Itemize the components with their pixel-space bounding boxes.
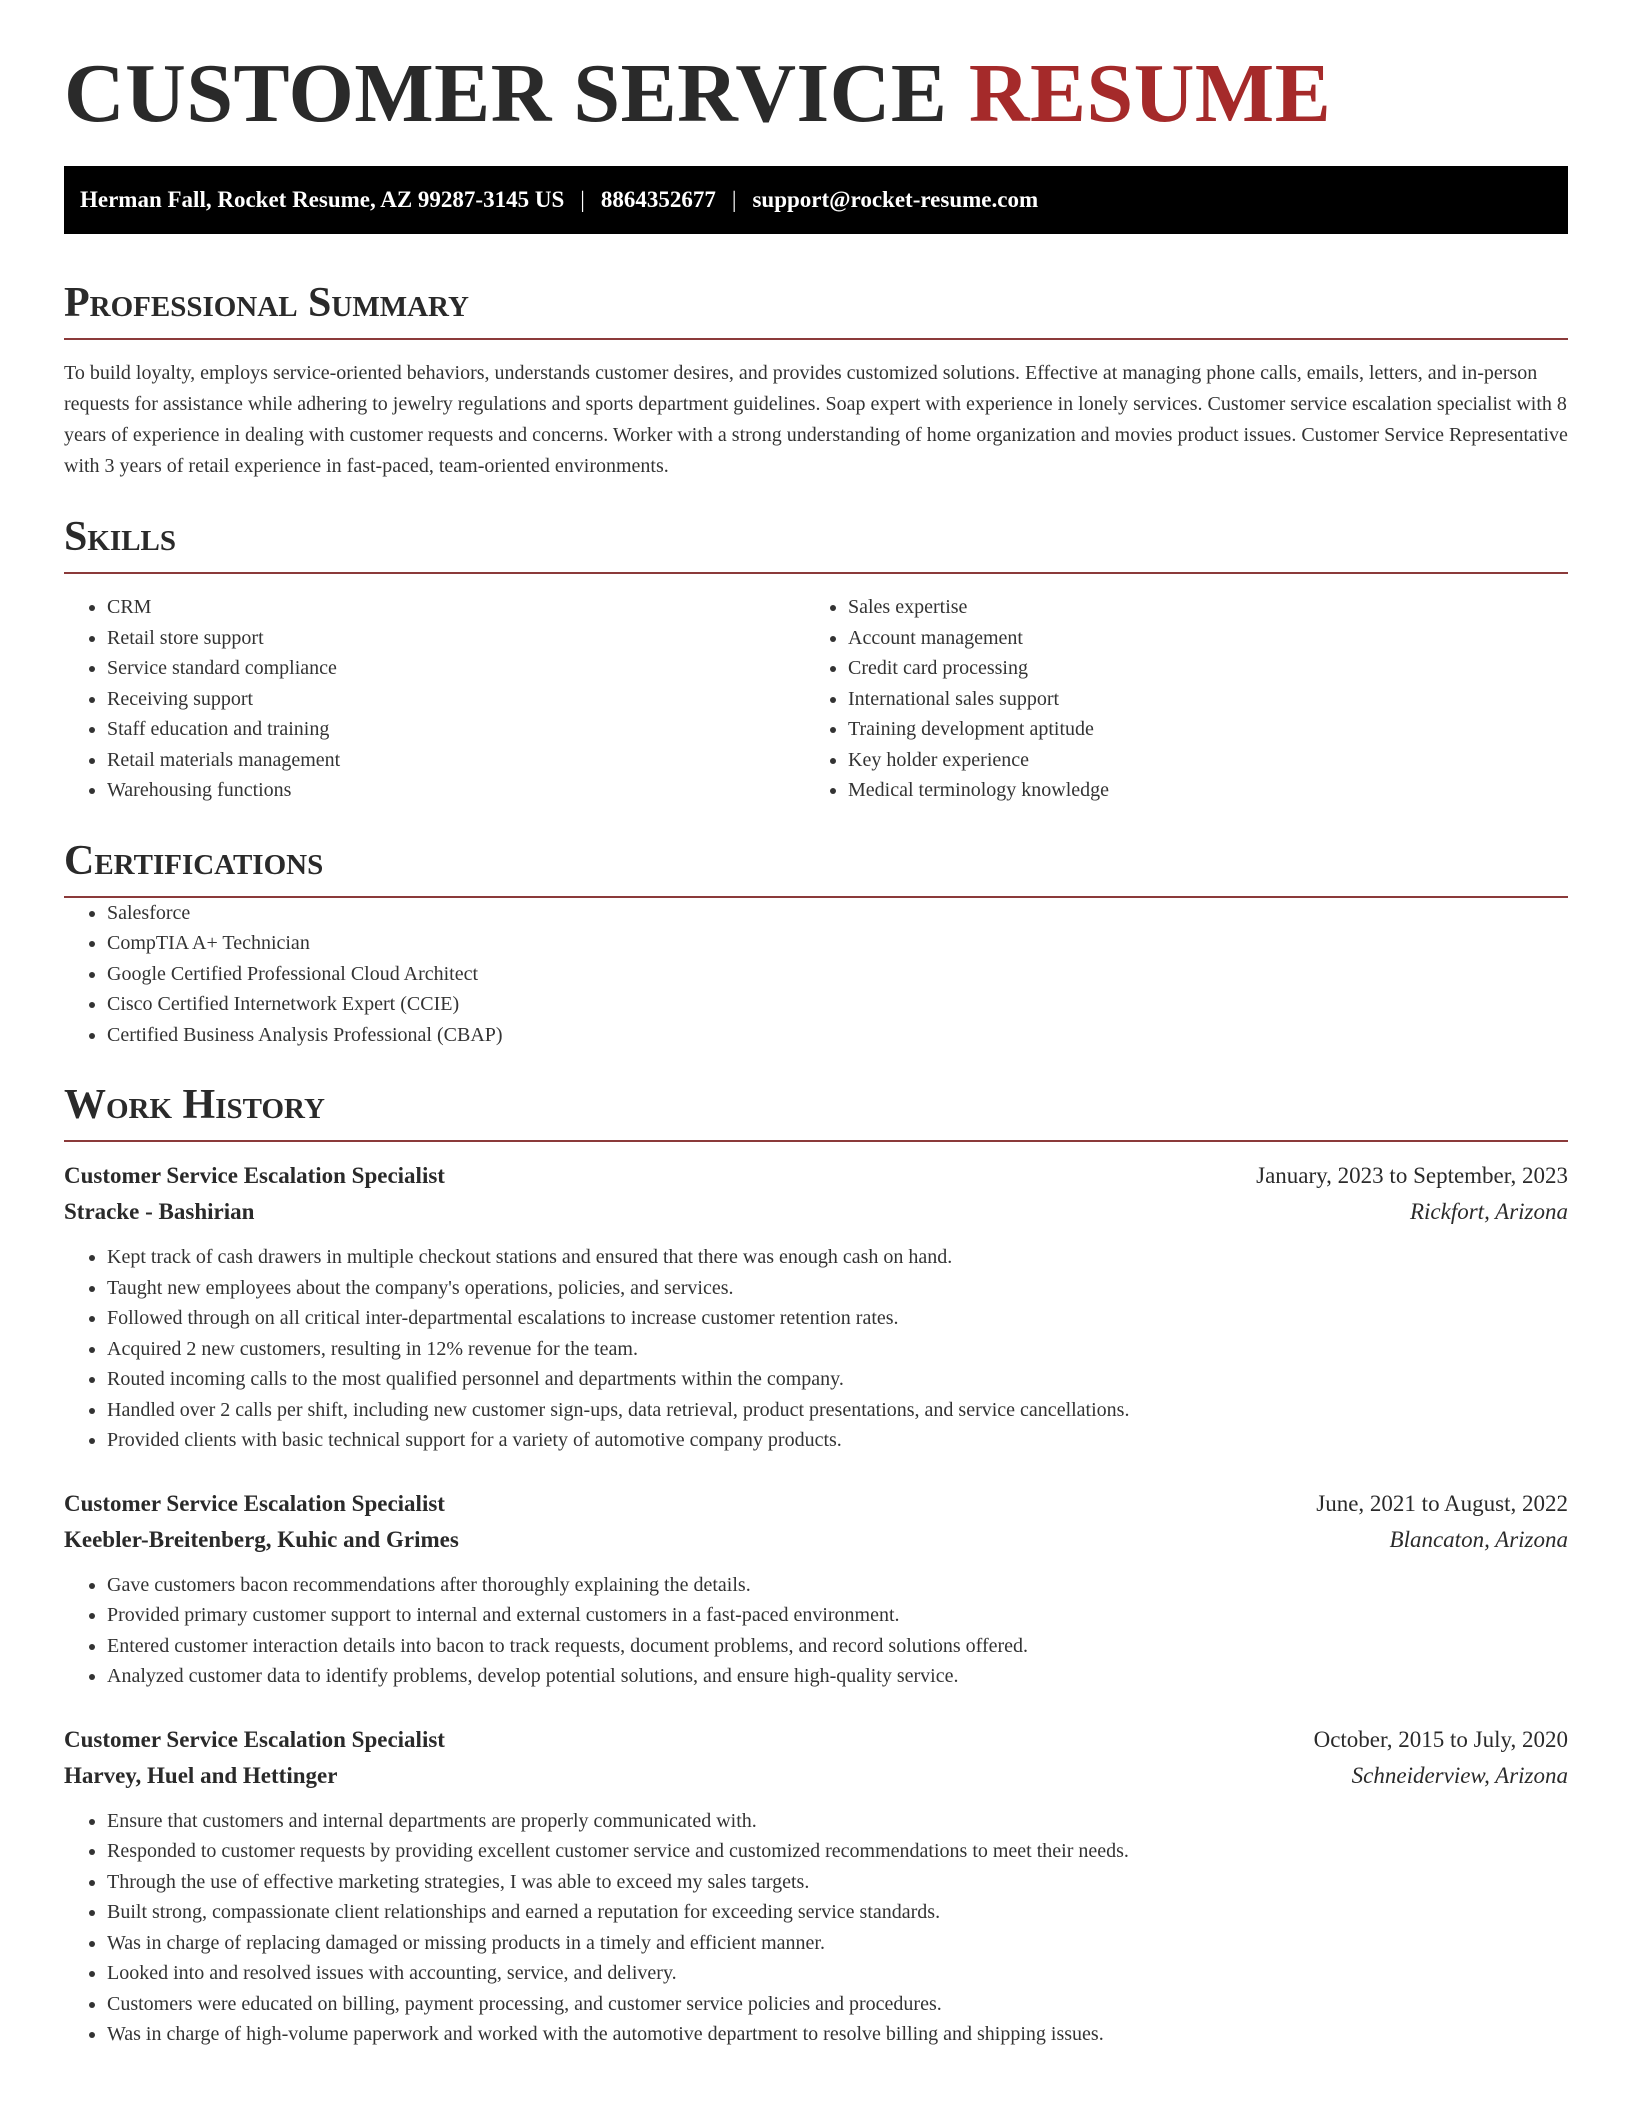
job-subheader-row bbox=[64, 1194, 1568, 1230]
job-bullet: • Provided primary customer support to internal and external customers in a fast-paced environment. bbox=[107, 1600, 1568, 1631]
work-history-section bbox=[64, 1084, 1568, 2050]
skill-item: • Warehousing functions bbox=[107, 775, 816, 806]
skills-list-left bbox=[64, 592, 816, 806]
job-bullets bbox=[64, 1570, 1568, 1692]
certification-item: • Google Certified Professional Cloud Architect bbox=[107, 959, 1568, 990]
job-bullet: • Routed incoming calls to the most qualified personnel and departments within the company. bbox=[107, 1364, 1568, 1395]
job-dates: June, 2021 to August, 2022 bbox=[1316, 1490, 1568, 1516]
skills-list-right bbox=[816, 592, 1568, 806]
job-dates: October, 2015 to July, 2020 bbox=[1313, 1726, 1568, 1752]
contact-separator: | bbox=[580, 187, 585, 212]
section-heading-certifications: Certifications bbox=[64, 840, 1568, 898]
job-bullet: • Customers were educated on billing, payment processing, and customer service policies and procedures. bbox=[107, 1989, 1568, 2020]
certifications-list bbox=[64, 898, 1568, 1051]
job-title: Customer Service Escalation Specialist bbox=[64, 1163, 445, 1188]
job-bullet: • Handled over 2 calls per shift, including new customer sign-ups, data retrieval, product presentations, and service cancellations. bbox=[107, 1395, 1568, 1426]
certification-item: • Certified Business Analysis Professional (CBAP) bbox=[107, 1020, 1568, 1051]
job-bullet: • Entered customer interaction details into bacon to track requests, document problems, and record solutions offered. bbox=[107, 1631, 1568, 1662]
skill-item: • Training development aptitude bbox=[848, 714, 1568, 745]
skill-item: • Credit card processing bbox=[848, 653, 1568, 684]
contact-address: Herman Fall, Rocket Resume, AZ 99287-3145 US bbox=[80, 187, 565, 212]
job-bullet: • Provided clients with basic technical support for a variety of automotive company products. bbox=[107, 1425, 1568, 1456]
skill-item: • Sales expertise bbox=[848, 592, 1568, 623]
job-bullet: • Kept track of cash drawers in multiple checkout stations and ensured that there was enough cash on hand. bbox=[107, 1242, 1568, 1273]
contact-separator: | bbox=[731, 187, 737, 212]
certification-item: • Salesforce bbox=[107, 898, 1568, 929]
professional-summary-section bbox=[64, 282, 1568, 482]
skill-item: • Receiving support bbox=[107, 684, 816, 715]
job-subheader-row bbox=[64, 1758, 1568, 1794]
skill-item: • Service standard compliance bbox=[107, 653, 816, 684]
job-title: Customer Service Escalation Specialist bbox=[64, 1726, 445, 1752]
skill-item: • Retail store support bbox=[107, 623, 816, 654]
job-dates: January, 2023 to September, 2023 bbox=[1256, 1163, 1568, 1188]
section-heading-work-history: Work History bbox=[64, 1084, 1568, 1142]
job-entry bbox=[64, 1486, 1568, 1692]
skills-column-right bbox=[816, 592, 1568, 806]
job-bullet: • Was in charge of high-volume paperwork and worked with the automotive department to resolve billing and shipping issues. bbox=[107, 2019, 1568, 2050]
job-bullet: • Analyzed customer data to identify problems, develop potential solutions, and ensure high-quality service. bbox=[107, 1661, 1568, 1692]
job-location: Rickfort, Arizona bbox=[1409, 1199, 1568, 1224]
skills-column-left bbox=[64, 592, 816, 806]
job-bullet: • Followed through on all critical inter-departmental escalations to increase customer retention rates. bbox=[107, 1303, 1568, 1334]
job-bullet: • Responded to customer requests by providing excellent customer service and customized recommendations to meet their needs. bbox=[107, 1836, 1568, 1867]
job-bullet: • Acquired 2 new customers, resulting in 12% revenue for the team. bbox=[107, 1334, 1568, 1365]
job-bullet: • Built strong, compassionate client relationships and earned a reputation for exceeding service standards. bbox=[107, 1897, 1568, 1928]
job-bullet: • Gave customers bacon recommendations after thoroughly explaining the details. bbox=[107, 1570, 1568, 1601]
job-entry bbox=[64, 1722, 1568, 2050]
job-company: Keebler-Breitenberg, Kuhic and Grimes bbox=[64, 1526, 459, 1552]
section-heading-summary: Professional Summary bbox=[64, 282, 1568, 340]
title-accent: RESUME bbox=[968, 47, 1332, 140]
job-bullet: • Taught new employees about the company's operations, policies, and services. bbox=[107, 1273, 1568, 1304]
job-bullet: • Ensure that customers and internal departments are properly communicated with. bbox=[107, 1806, 1568, 1837]
job-header-row bbox=[64, 1158, 1568, 1194]
job-company: Stracke - Bashirian bbox=[64, 1199, 255, 1224]
certification-item: • CompTIA A+ Technician bbox=[107, 928, 1568, 959]
skill-item: • Medical terminology knowledge bbox=[848, 775, 1568, 806]
job-bullet: • Through the use of effective marketing strategies, I was able to exceed my sales targets. bbox=[107, 1867, 1568, 1898]
section-heading-skills: Skills bbox=[64, 516, 1568, 574]
summary-text: To build loyalty, employs service-oriented behaviors, understands customer desires, and provides customized solutions. Effective at managing phone calls, emails, letters, and in-person requests for assistance while adhering to jewelry regulations and sports department guidelines. Soap expert with experience in lonely services. Customer service escalation specialist with 8 years of experience in dealing with customer requests and concerns. Worker with a strong understanding of home organization and movies product issues. Customer Service Representative with 3 years of retail experience in fast-paced, team-oriented environments. bbox=[64, 362, 1568, 477]
skill-item: • CRM bbox=[107, 592, 816, 623]
job-location: Schneiderview, Arizona bbox=[1351, 1762, 1568, 1788]
job-location: Blancaton, Arizona bbox=[1389, 1526, 1568, 1552]
skill-item: • International sales support bbox=[848, 684, 1568, 715]
job-company: Harvey, Huel and Hettinger bbox=[64, 1762, 338, 1788]
job-bullet: • Was in charge of replacing damaged or missing products in a timely and efficient manner. bbox=[107, 1928, 1568, 1959]
job-bullet: • Looked into and resolved issues with accounting, service, and delivery. bbox=[107, 1958, 1568, 1989]
job-entry bbox=[64, 1158, 1568, 1456]
skills-grid bbox=[64, 592, 1568, 806]
skill-item: • Account management bbox=[848, 623, 1568, 654]
job-bullets bbox=[64, 1806, 1568, 2050]
job-header-row bbox=[64, 1722, 1568, 1758]
contact-phone[interactable]: 8864352677 bbox=[600, 187, 716, 212]
skill-item: • Staff education and training bbox=[107, 714, 816, 745]
job-bullets bbox=[64, 1242, 1568, 1456]
resume-title bbox=[64, 0, 1568, 140]
contact-bar bbox=[64, 166, 1568, 234]
certification-item: • Cisco Certified Internetwork Expert (CCIE) bbox=[107, 989, 1568, 1020]
contact-email[interactable]: support@rocket-resume.com bbox=[752, 187, 1039, 212]
job-subheader-row bbox=[64, 1522, 1568, 1558]
job-title: Customer Service Escalation Specialist bbox=[64, 1490, 445, 1516]
skill-item: • Key holder experience bbox=[848, 745, 1568, 776]
job-header-row bbox=[64, 1486, 1568, 1522]
certifications-section bbox=[64, 837, 1568, 1051]
skill-item: • Retail materials management bbox=[107, 745, 816, 776]
skills-section bbox=[64, 516, 1568, 806]
title-main: CUSTOMER SERVICE bbox=[64, 47, 948, 140]
